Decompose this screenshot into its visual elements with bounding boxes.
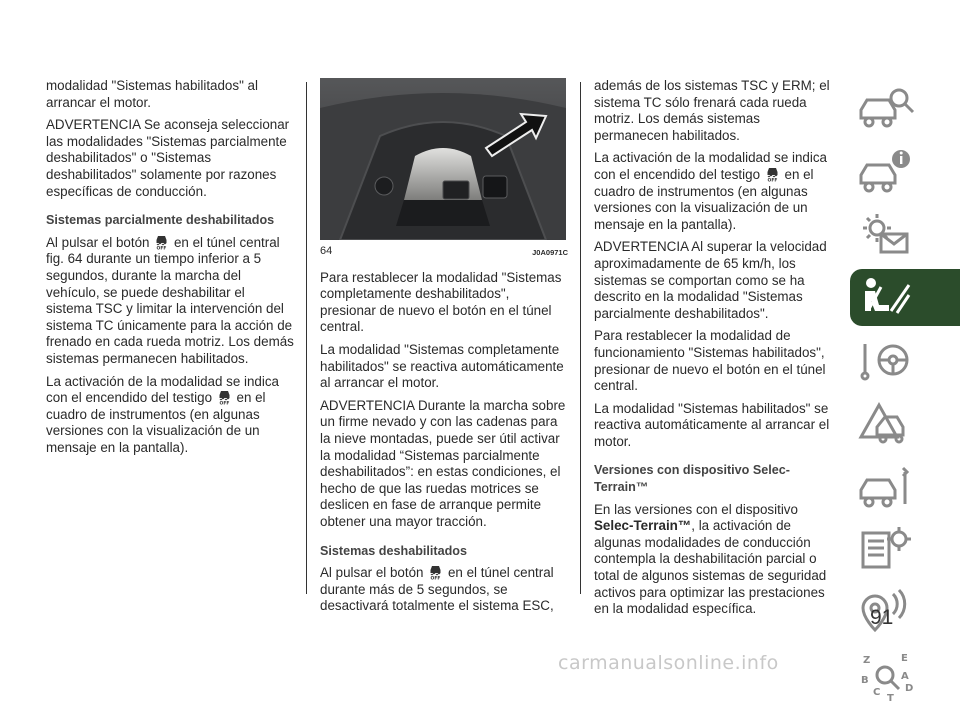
paragraph: La modalidad "Sistemas completamente habilitados" se reactiva automáticamente al arrancar el motor. [320, 341, 564, 391]
watermark: carmanualsonline.info [558, 652, 779, 674]
text-column-1 [46, 78, 294, 462]
tab-safety[interactable] [850, 269, 960, 326]
paragraph [46, 235, 294, 368]
text-part: La activación de la modalidad se indica con el encendido del testigo [594, 150, 827, 182]
tab-technical-data[interactable] [850, 521, 960, 578]
text-column-2 [320, 78, 568, 621]
section-heading: Sistemas deshabilitados [320, 543, 467, 558]
svg-text:Z: Z [863, 655, 871, 666]
tab-servicing-and-maintenance[interactable] [850, 458, 960, 515]
car-search-icon [855, 82, 917, 136]
text-part: La activación de la modalidad se indica con el encendido del testigo [46, 373, 279, 406]
tab-warning-lights[interactable] [850, 206, 960, 263]
figure-esc-off-button-photo [320, 78, 566, 240]
tab-starting-and-driving[interactable] [850, 332, 960, 389]
warning-lights-icon [855, 208, 917, 262]
tab-instrument-panel[interactable] [850, 143, 960, 200]
text-part: en el túnel central durante más de 5 segundos, se desactivará totalmente el sistema ESC, [320, 565, 554, 614]
safety-seatbelt-icon [855, 271, 917, 325]
technical-data-icon [855, 523, 917, 577]
svg-text:E: E [901, 653, 908, 664]
text-part: , la activación de algunas modalidades de conducción contempla la deshabilitación parcial o total de algunos sistemas de seguridad activos para optimizar las prestaciones en la modalidad específica. [594, 518, 827, 617]
car-info-icon [855, 145, 917, 199]
text-bold: Selec-Terrain™ [594, 518, 692, 534]
paragraph: modalidad "Sistemas habilitados" al arrancar el motor. [46, 78, 258, 110]
esc-off-icon [427, 565, 444, 580]
text-part: en el cuadro de instrumentos (en algunas versiones con la visualización de un mensaje en la pantalla). [46, 390, 266, 455]
paragraph [46, 374, 294, 457]
section-heading: Sistemas parcialmente deshabilitados [46, 213, 275, 228]
warning-paragraph: ADVERTENCIA Se aconseja seleccionar las modalidades "Sistemas parcialmente deshabilitados" o "Sistemas deshabilitados" solamente por razones específicas de conducción. [46, 117, 290, 199]
steering-wheel-icon [855, 334, 917, 388]
figure-number: 64 [320, 245, 333, 257]
text-part: en el túnel central fig. 64 durante un tiempo inferior a 5 segundos, durante la marcha del vehículo, se puede deshabilitar el sistema TSC y limitar la intervención del sistema TC únicamente para la acción de frenado en cada rueda motriz. Los demás sistemas permanecen habilitados. [46, 234, 294, 366]
text-column-3 [594, 78, 836, 624]
column-divider [306, 82, 307, 594]
paragraph: Para restablecer la modalidad de funcionamiento "Sistemas habilitados", presionar de nuevo el botón en el túnel central. [594, 328, 826, 394]
tab-getting-to-know-vehicle[interactable] [850, 80, 960, 137]
text-part: en el cuadro de instrumentos (en algunas versiones con la visualización de un mensaje en la pantalla). [594, 166, 814, 232]
tab-index[interactable] [850, 647, 960, 704]
figure-caption [320, 243, 568, 262]
esc-off-icon [216, 390, 233, 405]
paragraph: Para restablecer la modalidad "Sistemas completamente deshabilitados", presionar de nuevo el botón en el túnel central. [320, 269, 562, 335]
svg-text:B: B [861, 675, 869, 686]
esc-off-icon [153, 235, 170, 250]
paragraph [594, 502, 836, 618]
svg-text:D: D [905, 683, 914, 694]
paragraph: La modalidad "Sistemas habilitados" se reactiva automáticamente al arrancar el motor. [594, 400, 830, 449]
column-divider [580, 82, 581, 594]
figure-code: J0A0971C [532, 248, 568, 257]
car-maintenance-icon [855, 460, 917, 514]
tab-in-an-emergency[interactable] [850, 395, 960, 452]
text-part: Al pulsar el botón [320, 565, 424, 581]
paragraph: además de los sistemas TSC y ERM; el sistema TC sólo frenará cada rueda motriz. Los demás sistemas permanecen habilitados. [594, 78, 830, 143]
svg-text:A: A [901, 671, 909, 682]
paragraph [594, 150, 836, 233]
section-heading: Versiones con dispositivo Selec-Terrain™ [594, 463, 790, 495]
esc-off-icon [764, 167, 781, 182]
warning-paragraph: ADVERTENCIA Al superar la velocidad aproximadamente de 65 km/h, los sistemas se comportan como se ha descrito en la modalidad "Sistemas parcialmente deshabilitados". [594, 239, 827, 321]
chapter-sidebar [850, 80, 960, 710]
warning-paragraph: ADVERTENCIA Durante la marcha sobre un firme nevado y con las cadenas para la nieve montadas, puede ser útil activar la modalidad “Sistemas parcialmente deshabilitados”: en estas condiciones, el hecho de que las ruedas motrices se deslicen en fase de arranque permite obtener una mayor tracción. [320, 397, 566, 529]
car-breakdown-icon [855, 397, 917, 451]
paragraph [320, 565, 568, 615]
svg-text:T: T [887, 693, 894, 703]
page-number: 91 [870, 606, 894, 629]
tab-multimedia[interactable] [850, 584, 960, 641]
index-icon [855, 649, 917, 703]
text-part: Al pulsar el botón [46, 234, 150, 250]
text-part: En las versiones con el dispositivo [594, 501, 798, 517]
svg-text:C: C [873, 687, 881, 698]
